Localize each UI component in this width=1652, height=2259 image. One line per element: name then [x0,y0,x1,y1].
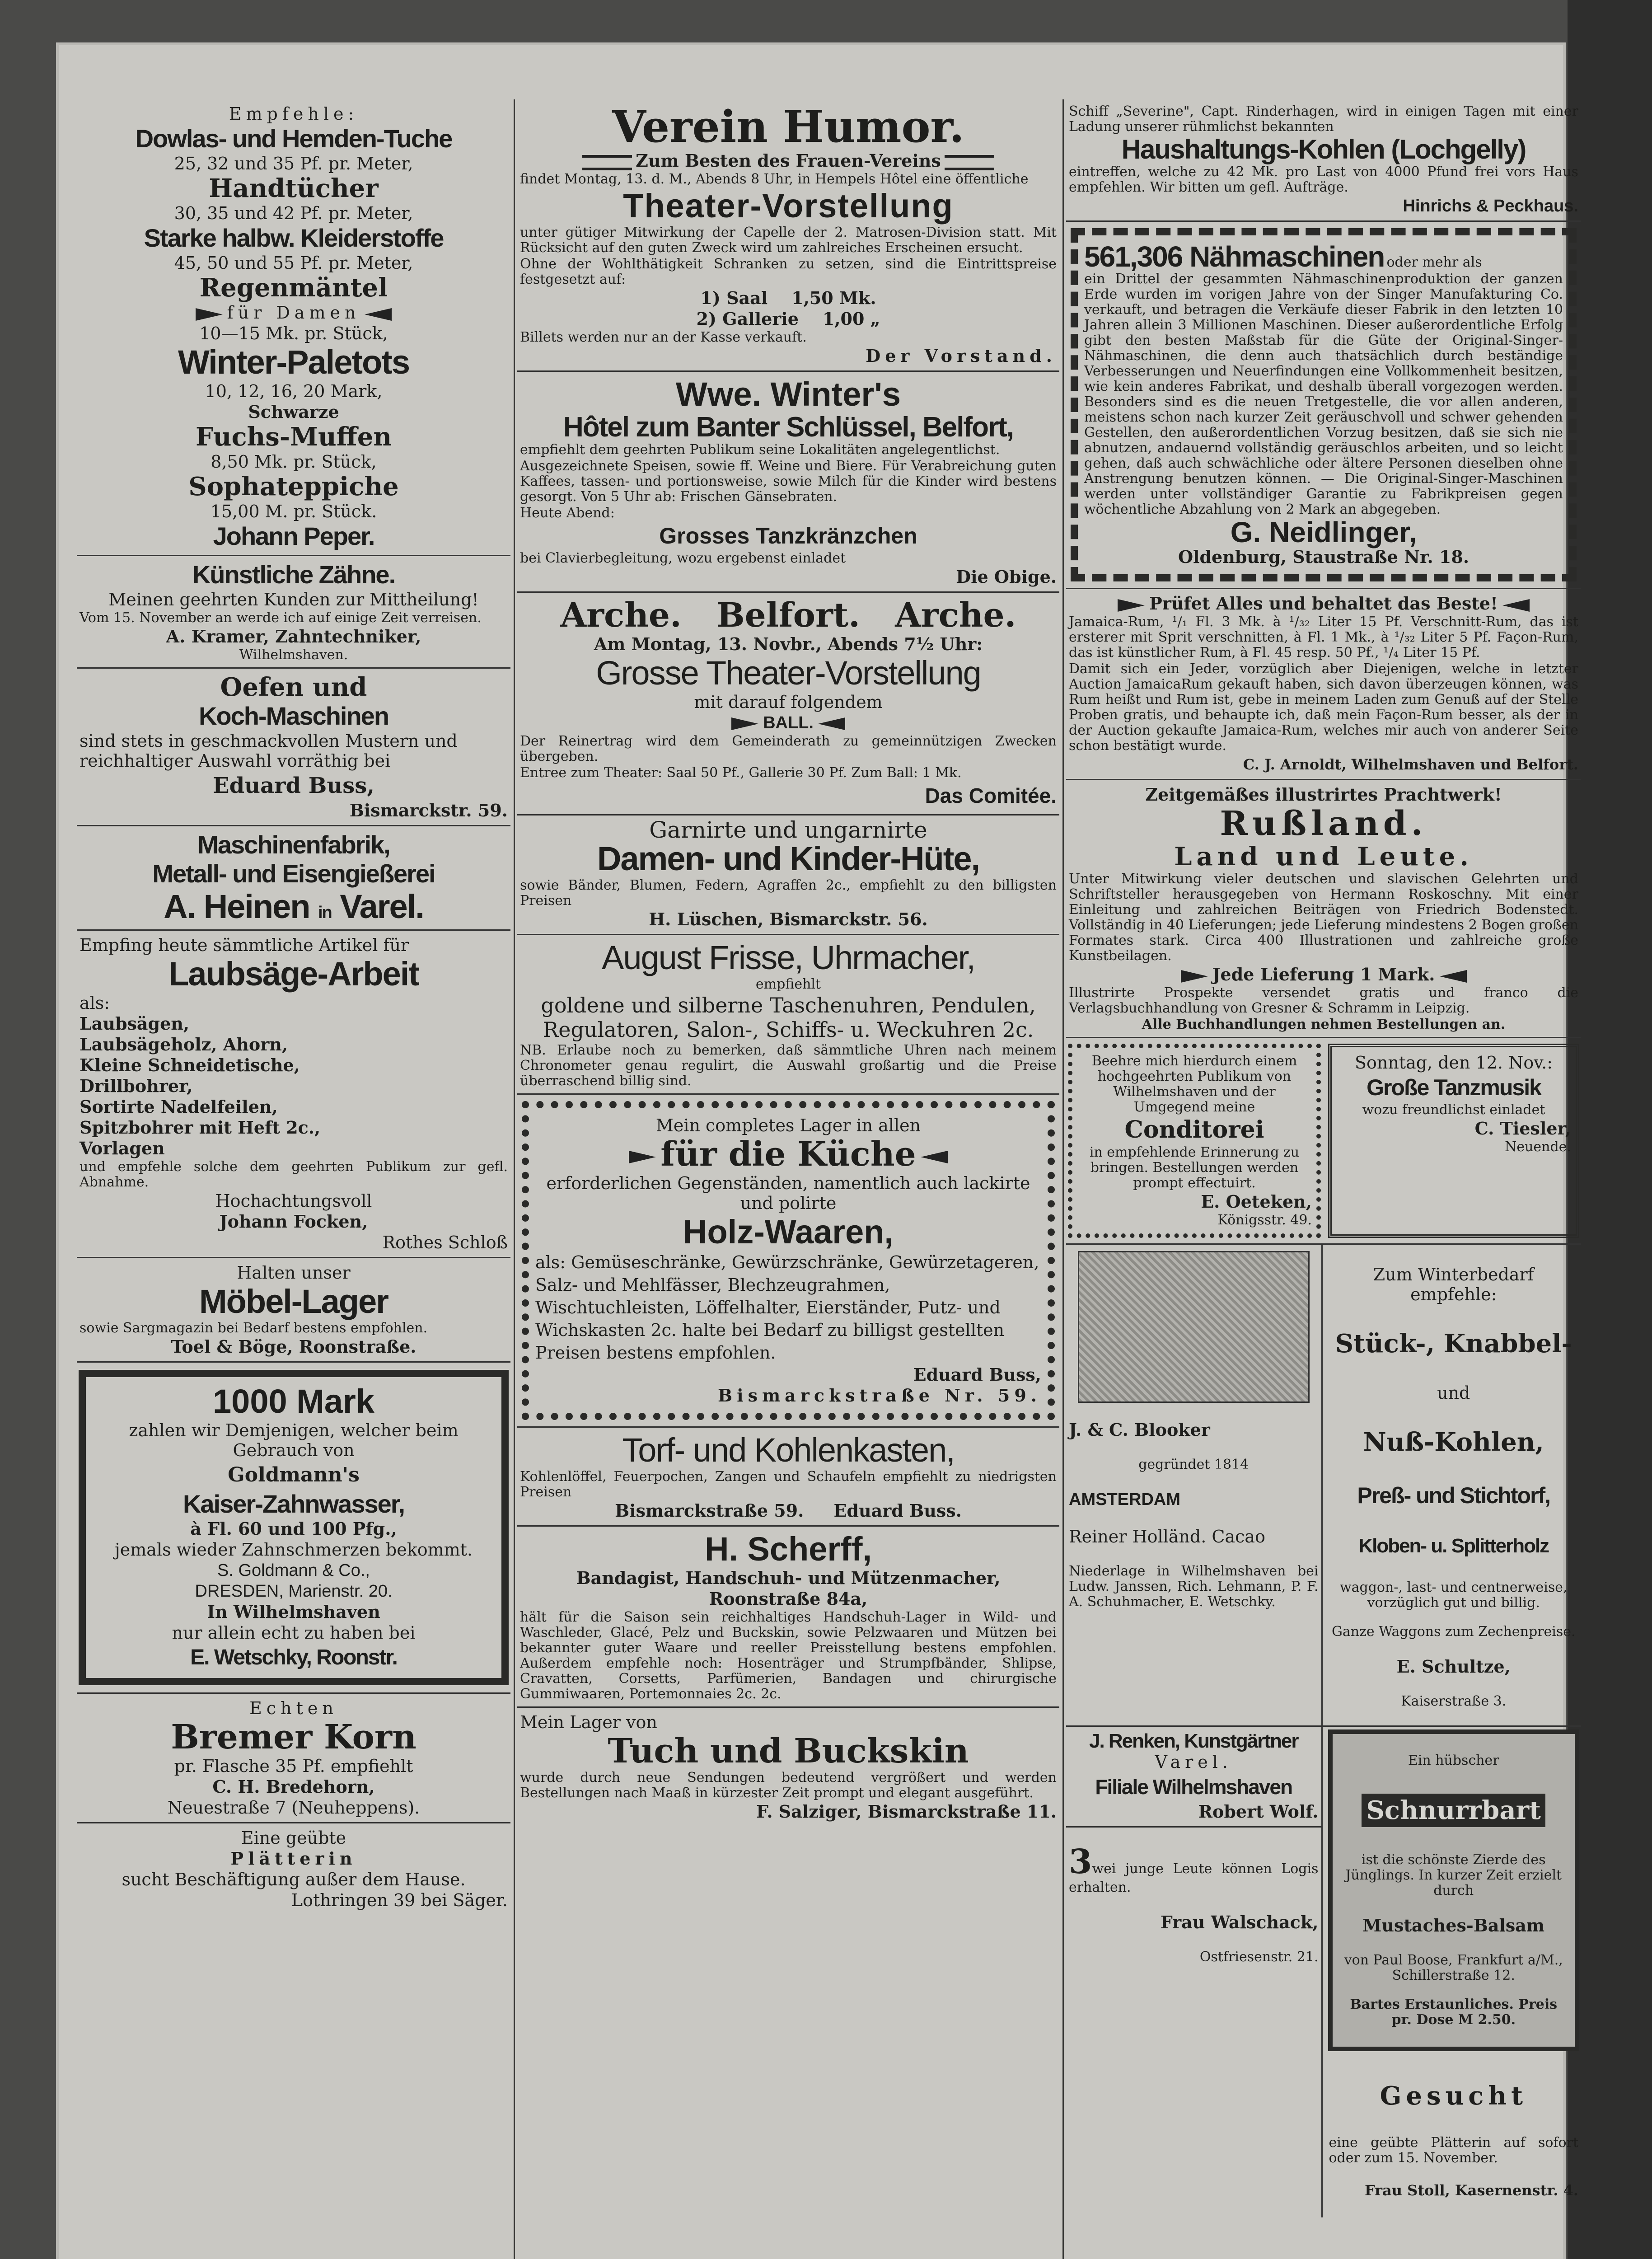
price: 8,50 Mk. pr. Stück, [211,452,377,472]
ad-text: Unter Mitwirkung vieler deutschen und slavischen Gelehrten und Schriftsteller herausgegeben von Hermann Roskoschny. Mit einer Einleitung und zahlreichen Beiträgen von Friedrich Bodenstedt. Vollständig in 40 Lieferungen; jede Lieferung mindestens 2 Bogen großen Formates stark. Circa 400 Illustrationen und zahlreiche große Kunstbeilagen. [1069,871,1579,964]
ad-text: gegründet 1814 [1138,1457,1249,1472]
address: Oldenburg, Staustraße Nr. 18. [1178,547,1469,567]
list-item: Laubsägeholz, Ahorn, [80,1034,288,1055]
advertiser: A. Heinen in Varel. [164,888,424,925]
advertiser: C. Tiesler, [1474,1118,1571,1139]
pointing-hand-icon [196,308,223,321]
ad-tanzmusik [1328,1044,1579,1238]
pointing-hand-icon [818,717,845,730]
ad-title: Große Tanzmusik [1367,1075,1541,1100]
ad-title: Oefen und [220,672,367,702]
ad-text: eine geübte Plätterin auf sofort oder zum 15. November. [1329,2135,1578,2166]
list-item: Laubsägen, [80,1013,190,1034]
brand: Reiner Holländ. Cacao [1069,1527,1265,1547]
address: DRESDEN, Marienstr. 20. [195,1582,393,1601]
ad-title: Nuß-Kohlen, [1363,1427,1544,1457]
brand: J. & C. Blooker [1069,1420,1210,1440]
subline: Zum Besten des Frauen-Vereins [520,151,1057,171]
ad-text: ist die schönste Zierde des Jünglings. In kurzer Zeit erzielt durch [1345,1852,1562,1898]
ad-title: Theater-Vorstellung [623,187,954,225]
ad-title: Bremer Korn [171,1718,417,1757]
advertiser: A. Kramer, Zahntechniker, [166,626,421,647]
ad-title: Stück-, Knabbel- [1335,1329,1572,1359]
ad-title: Schnurrbart [1338,1794,1570,1827]
advertiser: E. Oeteken, [1201,1191,1312,1212]
address: Lothringen 39 bei Säger. [291,1890,508,1910]
address: Wilhelmshaven. [239,647,348,663]
ad-text: jemals wieder Zahnschmerzen bekommt. [114,1540,473,1560]
ad-row-bottom [1066,1727,1581,2217]
advertiser: Robert Wolf. [1198,1801,1319,1822]
advertiser: Das Comitée. [925,784,1057,807]
pointing-hand-icon [1440,970,1467,983]
ad-title: Land und Leute. [1174,842,1473,872]
ad-title: Hôtel zum Banter Schlüssel, Belfort, [563,412,1013,443]
ad-plaetterin [77,1823,510,1915]
advertiser: Die Obige. [956,567,1057,587]
advertiser: Frau Stoll, Kasernenstr. 4. [1364,2182,1578,2199]
column-2 [517,99,1059,2259]
ad-title: Damen- und Kinder-Hüte, [597,840,980,877]
pointing-hand-icon [365,308,392,321]
ad-title: für die Küche [535,1136,1041,1172]
ad-text: bei Clavierbegleitung, wozu ergebenst einladet [520,550,846,566]
ad-text: als: [80,993,110,1013]
ad-kueche [517,1095,1059,1428]
ad-conditorei [1068,1044,1321,1238]
address: Kaiserstraße 3. [1401,1693,1507,1709]
ad-title: Möbel-Lager [199,1283,388,1320]
ad-text: sowie Sargmagazin bei Bedarf bestens empfohlen. [80,1320,428,1336]
ad-text: wurde durch neue Sendungen bedeutend vergrößert und werden Bestellungen nach Maaß in kürzester Zeit prompt und elegant ausgeführt. [520,1770,1057,1801]
ad-text: sucht Beschäftigung außer dem Hause. [122,1870,466,1889]
decorative-bar [582,155,632,170]
ad-verein-humor [517,99,1059,372]
ad-text: Halten unser [237,1263,351,1283]
ad-title: Verein Humor. [612,101,964,152]
address: Bismarckstraße Nr. 59. [718,1385,1041,1406]
list-item: Sortirte Nadelfeilen, [80,1097,278,1117]
address: Bismarckstr. 59. [349,800,508,820]
ad-text: Illustrirte Prospekte versendet gratis und franco die Verlagsbuchhandlung von Gresner & Schramm in Leipzig. [1069,985,1578,1016]
ad-text: Entree zum Theater: Saal 50 Pf., Gallerie 30 Pf. Zum Ball: 1 Mk. [520,765,962,781]
ad-text: in empfehlende Erinnerung zu bringen. Bestellungen werden prompt effectuirt. [1089,1144,1300,1191]
ad-gesucht [1326,2054,1582,2217]
ad-text: findet Montag, 13. d. M., Abends 8 Uhr, in Hempels Hôtel eine öffentliche [520,171,1029,187]
ad-text: Alle Buchhandlungen nehmen Bestellungen an. [1142,1017,1506,1032]
ad-text: goldene und silberne Taschenuhren, Pendulen, Regulatoren, Salon-, Schiffs- u. Weckuhren 2c. [541,993,1036,1042]
advertiser: Hinrichs & Peckhaus. [1403,197,1578,216]
ad-title: Winter-Paletots [178,343,410,381]
ad-text: unter gütiger Mitwirkung der Capelle der 2. Matrosen-Division statt. Mit Rücksicht auf den guten Zweck wird um zahlreiches Erscheinen ersucht. [520,225,1057,256]
ad-text: AMSTERDAM [1069,1490,1180,1509]
ad-text: wozu freundlichst einladet [1362,1102,1545,1118]
ad-schnurr-gesucht [1326,1727,1582,2217]
pointing-hand-icon [1181,970,1208,983]
brand: Mustaches-Balsam [1362,1915,1545,1936]
pointing-hand-icon [629,1151,656,1163]
price: 15,00 M. pr. Stück. [210,501,377,521]
ad-huete [517,815,1059,935]
price: Bartes Erstaunliches. Preis pr. Dose M 2.50. [1350,1997,1558,2028]
price: 45, 50 und 55 Pf. pr. Meter, [174,253,413,273]
ad-tuche [77,99,510,556]
advertiser: F. Salziger, Bismarckstraße 11. [756,1801,1057,1822]
ad-title: Grosses Tanzkränzchen [659,523,917,548]
ornamental-border [1071,228,1577,581]
price: 30, 35 und 42 Pf. pr. Meter, [174,203,413,223]
subline: Schwarze [248,402,339,422]
advertiser: J. Renken, Kunstgärtner [1089,1730,1298,1752]
ad-head: Empfehle: [229,104,359,124]
ad-laubsaege [77,931,510,1258]
advertiser: Johann Focken, [219,1211,368,1232]
ad-text: Bandagist, Handschuh- und Mützenmacher, [576,1568,1001,1588]
list-item: Kleine Schneidetische, [80,1055,300,1075]
address: Rothes Schloß [382,1233,508,1252]
ad-title: Koch-Maschinen [198,702,389,730]
ad-text: erforderlichen Gegenständen, namentlich auch lackirte und polirte [546,1173,1030,1213]
address: Neuestraße 7 (Neuheppens). [167,1798,420,1818]
ad-title: Sophateppiche [188,472,399,501]
ad-row-cacao-brenn [1066,1245,1581,1727]
column-rule [1062,99,1064,2259]
pointing-hand-icon [731,717,758,730]
address: von Paul Boose, Frankfurt a/M., Schillerstraße 12. [1344,1952,1563,1983]
price-row: Bismarckstraße 59. Eduard Buss. [615,1500,962,1521]
address: Neuende. [1505,1139,1571,1155]
ad-arche [517,593,1059,815]
ad-korn [77,1694,510,1823]
ad-text: Jamaica-Rum, ¹/₁ Fl. 3 Mk. à ¹/₃₂ Liter 15 Pf. Verschnitt-Rum, das ist ersterer mit Sprit verschnitten, à Fl. 1 Mk., à ¹/₃₂ Liter 5 Pf. Façon-Rum, das ist künstlicher Rum, à Fl. 45 resp. 50 Pf., ¹/₄ Liter 15 Pf. [1069,614,1578,661]
subline: BALL. [520,713,1057,733]
ad-title: Prüfet Alles und behaltet das Beste! [1069,594,1578,614]
ad-text: sind stets in geschmackvollen Mustern und reichhaltiger Auswahl vorräthig bei [80,731,458,771]
ad-text: Beehre mich hierdurch einem hochgeehrten Publikum von Wilhelmshaven und der Umgegend meine [1091,1053,1297,1115]
ad-text: Zeitgemäßes illustrirtes Prachtwerk! [1145,784,1502,805]
ad-head: Echten [249,1698,338,1718]
list-item: Drillbohrer, [80,1076,193,1096]
price-row: Jede Lieferung 1 Mark. [1069,965,1578,984]
ad-text: Mein completes Lager in allen [655,1115,921,1135]
pointing-hand-icon [921,1151,948,1163]
ad-title: Starke halbw. Kleiderstoffe [144,224,444,252]
ad-rum [1066,589,1581,780]
cacao-tin-illustration [1078,1251,1310,1403]
ad-title: August Frisse, Uhrmacher, [602,939,975,976]
ad-title: Torf- und Kohlenkasten, [622,1431,955,1469]
ad-cacao [1066,1245,1323,1725]
advertiser: E. Wetschky, Roonstr. [190,1645,397,1669]
ad-text: 3wei junge Leute können Logis erhalten. [1069,1842,1319,1895]
price: 10—15 Mk. pr. Stück, [199,323,388,343]
price-row: 2) Gallerie 1,00 „ [696,309,880,329]
ad-text: Der Reinertrag wird dem Gemeinderath zu gemeinnützigen Zwecken übergeben. [520,733,1057,764]
ad-singer [1066,222,1581,589]
ad-title: 1000 Mark [213,1383,374,1420]
column-3 [1066,99,1581,2259]
ad-title: Conditorei [1124,1116,1264,1144]
ad-title: Regenmäntel [199,273,388,303]
ad-russland [1066,780,1581,1038]
ad-renken [1066,1727,1321,1828]
ad-moebel [77,1258,510,1363]
ad-title: Plätterin [230,1848,357,1869]
ad-text: Ohne der Wohlthätigkeit Schranken zu setzen, sind die Eintrittspreise festgesetzt auf: [520,256,1057,287]
ad-title: Metall- und Eisengießerei [152,859,435,888]
ad-schnurrbart [1328,1729,1580,2051]
ad-oefen [77,669,510,826]
advertiser: S. Goldmann & Co., [217,1561,370,1580]
price: à Fl. 60 und 100 Pfg., [190,1518,397,1539]
ad-text: Zum Winterbedarf empfehle: [1373,1265,1534,1304]
ad-title: Kloben- u. Splitterholz [1358,1535,1549,1557]
list-item: Vorlagen [80,1138,165,1158]
ad-text: Billets werden nur an der Kasse verkauft. [520,329,807,345]
ad-title: Filiale Wilhelmshaven [1095,1775,1292,1799]
ad-text: mit darauf folgendem [694,692,883,712]
ad-row-conditorei-tanz [1066,1038,1581,1245]
ad-title: Fuchs-Muffen [195,422,392,452]
advertiser: G. Neidlinger, [1230,516,1417,548]
column-rule [514,99,515,2259]
price-row: 1) Saal 1,50 Mk. [700,288,876,308]
ad-text: Damit sich ein Jeder, vorzüglich aber Diejenigen, welche in letzter Auction JamaicaRum gekauft haben, sich davon überzeugen können, was Rum heißt und Rum ist, gebe in meinem Laden zum Genuß auf der Stelle Proben gratis, und behaupte ich, daß mein Façon-Rum besser, als der in der Auction gekaufte Jamaica-Rum, welches mir auch von anderer Seite schon bestätigt wurde. [1069,661,1578,754]
ad-tuch [517,1708,1059,1826]
advertiser: Frau Walschack, [1160,1912,1319,1932]
ad-text: Am Montag, 13. Novbr., Abends 7½ Uhr: [594,634,983,654]
ad-brennstoffe [1326,1245,1582,1725]
newspaper-page [59,45,1579,2259]
advertiser: Der Vorstand. [866,346,1057,366]
pointing-hand-icon [1502,599,1530,612]
ad-text: und empfehle solche dem geehrten Publikum zur gefl. Abnahme. [80,1159,508,1190]
ad-text: NB. Erlaube noch zu bemerken, daß sämmtliche Uhren nach meinem Chronometer genau regulirt, die Auswahl großartig und die Preise überraschend billig sind. [520,1042,1057,1089]
ad-title: Preß- und Stichtorf, [1357,1483,1550,1508]
ad-text: und [1437,1383,1470,1403]
ad-text: zahlen wir Demjenigen, welcher beim Gebrauch von [129,1420,459,1460]
ad-fabrik [77,826,510,931]
ad-text: Ausgezeichnete Speisen, sowie ff. Weine und Biere. Für Verabreichung guten Kaffees, tassen- und portionsweise, sowie Milch für die Kinder wird bestens gesorgt. Von 5 Uhr ab: Frischen Gänsebraten. [520,458,1057,505]
ad-text: sowie Bänder, Blumen, Federn, Agraffen 2c., empfiehlt zu den billigsten Preisen [520,877,1057,909]
ad-scherff [517,1527,1059,1708]
address: Ostfriesenstr. 21. [1199,1949,1319,1965]
ad-title: Grosse Theater-Vorstellung [596,654,981,692]
ad-title: Dowlas- und Hemden-Tuche [135,124,452,153]
ad-kohlen [1066,99,1581,222]
price: 10, 12, 16, 20 Mark, [205,381,383,401]
advertiser: H. Lüschen, Bismarckstr. 56. [649,909,928,929]
advertiser: Johann Peper. [213,522,374,550]
ad-text: Empfing heute sämmtliche Artikel für [80,935,409,955]
ad-text: Garnirte und ungarnirte [649,817,927,843]
ad-winter [517,372,1059,593]
ad-title: Haushaltungs-Kohlen (Lochgelly) [1121,134,1526,164]
ad-title: Gesucht [1380,2081,1527,2111]
ad-text: Ganze Waggons zum Zechenpreise. [1331,1624,1576,1640]
ad-text: als: Gemüseschränke, Gewürzschränke, Gewürzetageren, Salz- und Mehlfässer, Blechzeugrahmen, Wischtuchleisten, Löffelhalter, Eierständer, Putz- und Wichskasten 2c. halte bei Bedarf zu billigst gestellten Preisen bestens empfohlen. [535,1252,1039,1363]
ad-frisse [517,935,1059,1095]
ad-zahnwasser [77,1363,510,1694]
ad-title: Tuch und Buckskin [608,1732,969,1771]
ad-text: Ein hübscher [1408,1753,1499,1768]
ad-text: pr. Flasche 35 Pf. empfiehlt [174,1756,413,1776]
ad-title: Maschinenfabrik, [197,830,390,859]
ad-title: Arche. Belfort. Arche. [560,596,1016,635]
ad-text: empfiehlt [755,976,821,992]
ad-text: Kohlenlöffel, Feuerpochen, Zangen und Schaufeln empfiehlt zu niedrigsten Preisen [520,1469,1057,1500]
ad-text: ein Drittel der gesammten Nähmaschinenproduktion der ganzen Erde wurden im vorigen Jahre von der Singer Manufakturing Co. verkauft, und betragen die Verkäufe dieser Fabrik in den letzten 10 Jahren allein 3 Millionen Maschinen. Dieser außerordentliche Erfolg gibt den besten Maßstab für die Güte der Original-Singer-Nähmaschinen, die denn auch thatsächlich durch beständige Verbesserungen und Neuerfindungen eine Vollkommenheit besitzen, wie kein anderes Fabrikat, und deshalb überall vorgezogen werden. Besonders sind es die neuen Tretgestelle, die vor allen anderen, meistens schon nach kurzer Zeit geräuschvoll und schwer gehenden Gestellen, den außerordentlichen Vorzug besitzen, daß sie sich nie abnutzen, andauernd vollständig geräuschlos arbeiten, und so leicht gehen, daß auch schwächliche oder ältere Personen dieselben ohne Anstrengung benutzen können. — Die Original-Singer-Maschinen werden unter vollständiger Garantie zu Fabrikpreisen gegen wöchentliche Abzahlung von 2 Mark an abgegeben. [1084,271,1563,517]
ad-text: Mein Lager von [520,1712,657,1732]
advertiser: C. H. Bredehorn, [212,1776,375,1797]
ad-text: Vom 15. November an werde ich auf einige Zeit verreisen. [80,610,482,626]
ad-zaehne [77,556,510,669]
advertiser: Toel & Böge, Roonstraße. [171,1336,417,1357]
ad-text: Hochachtungsvoll [215,1191,372,1211]
ad-text: Meinen geehrten Kunden zur Mittheilung! [108,590,479,609]
advertiser: C. J. Arnoldt, Wilhelmshaven und Belfort. [1243,756,1578,773]
ad-text: Niederlage in Wilhelmshaven bei Ludw. Janssen, Rich. Lehmann, P. F. A. Schuhmacher, E. Wetschky. [1069,1563,1319,1610]
subline: für Damen [80,303,508,323]
ad-title: Holz-Waaren, [683,1213,894,1251]
brand: Goldmann's [228,1463,360,1486]
pointing-hand-icon [1118,599,1145,612]
decorative-bar [945,155,994,170]
ad-text: hält für die Saison sein reichhaltiges Handschuh-Lager in Wild- und Waschleder, Glacé, Pelz und Buckskin, sowie Pelzwaaren und Mützen bei bekannter guter Waare und reeller Preisstellung bestens empfohlen. Außerdem empfehle noch: Hosenträger und Strumpfbänder, Shlipse, Cravatten, Corsetts, Parfümerien, Bandagen und chirurgische Gummiwaaren, Portemonnaies 2c. 2c. [520,1609,1057,1702]
ad-title: Wwe. Winter's [676,375,901,413]
ad-torf [517,1428,1059,1527]
address: Roonstraße 84a, [709,1589,868,1609]
ad-text: In Wilhelmshaven [207,1602,380,1622]
ad-title: Laubsäge-Arbeit [168,955,419,993]
ad-logis [1066,1828,1321,1981]
column-1 [77,99,510,2259]
ad-text: Eine geübte [241,1828,346,1848]
ad-title: 561,306 Nähmaschinen oder mehr als [1084,240,1482,273]
ad-text: Heute Abend: [520,505,615,521]
ad-title: Rußland. [1220,804,1427,843]
ad-renken-logis [1066,1727,1323,2217]
ad-text: eintreffen, welche zu 42 Mk. pro Last von 4000 Pfund frei vors Haus empfehlen. Wir bitten um gefl. Aufträge. [1069,164,1578,195]
advertiser: E. Schultze, [1396,1656,1511,1677]
address: Varel. [1155,1752,1232,1772]
chain-border [522,1101,1055,1420]
list-item: Spitzbohrer mit Heft 2c., [80,1117,321,1138]
ad-title: Kaiser-Zahnwasser, [183,1490,405,1518]
address: Königsstr. 49. [1217,1212,1312,1228]
price: 25, 32 und 35 Pf. pr. Meter, [174,154,413,173]
ad-title: H. Scherff, [704,1530,872,1568]
ad-text: empfiehlt dem geehrten Publikum seine Lokalitäten angelegentlichst. [520,442,1000,458]
ad-text: nur allein echt zu haben bei [172,1623,416,1643]
advertiser: Eduard Buss, [913,1364,1041,1385]
ad-text: Schiff „Severine", Capt. Rinderhagen, wird in einigen Tagen mit einer Ladung unserer rühmlichst bekannten [1069,103,1578,135]
ad-text: Sonntag, den 12. Nov.: [1354,1053,1553,1073]
ad-text: waggon-, last- und centnerweise, vorzüglich gut und billig. [1339,1579,1568,1611]
ad-title: Handtücher [209,173,379,203]
advertiser: Eduard Buss, [213,773,374,798]
ad-title: Künstliche Zähne. [192,560,395,589]
